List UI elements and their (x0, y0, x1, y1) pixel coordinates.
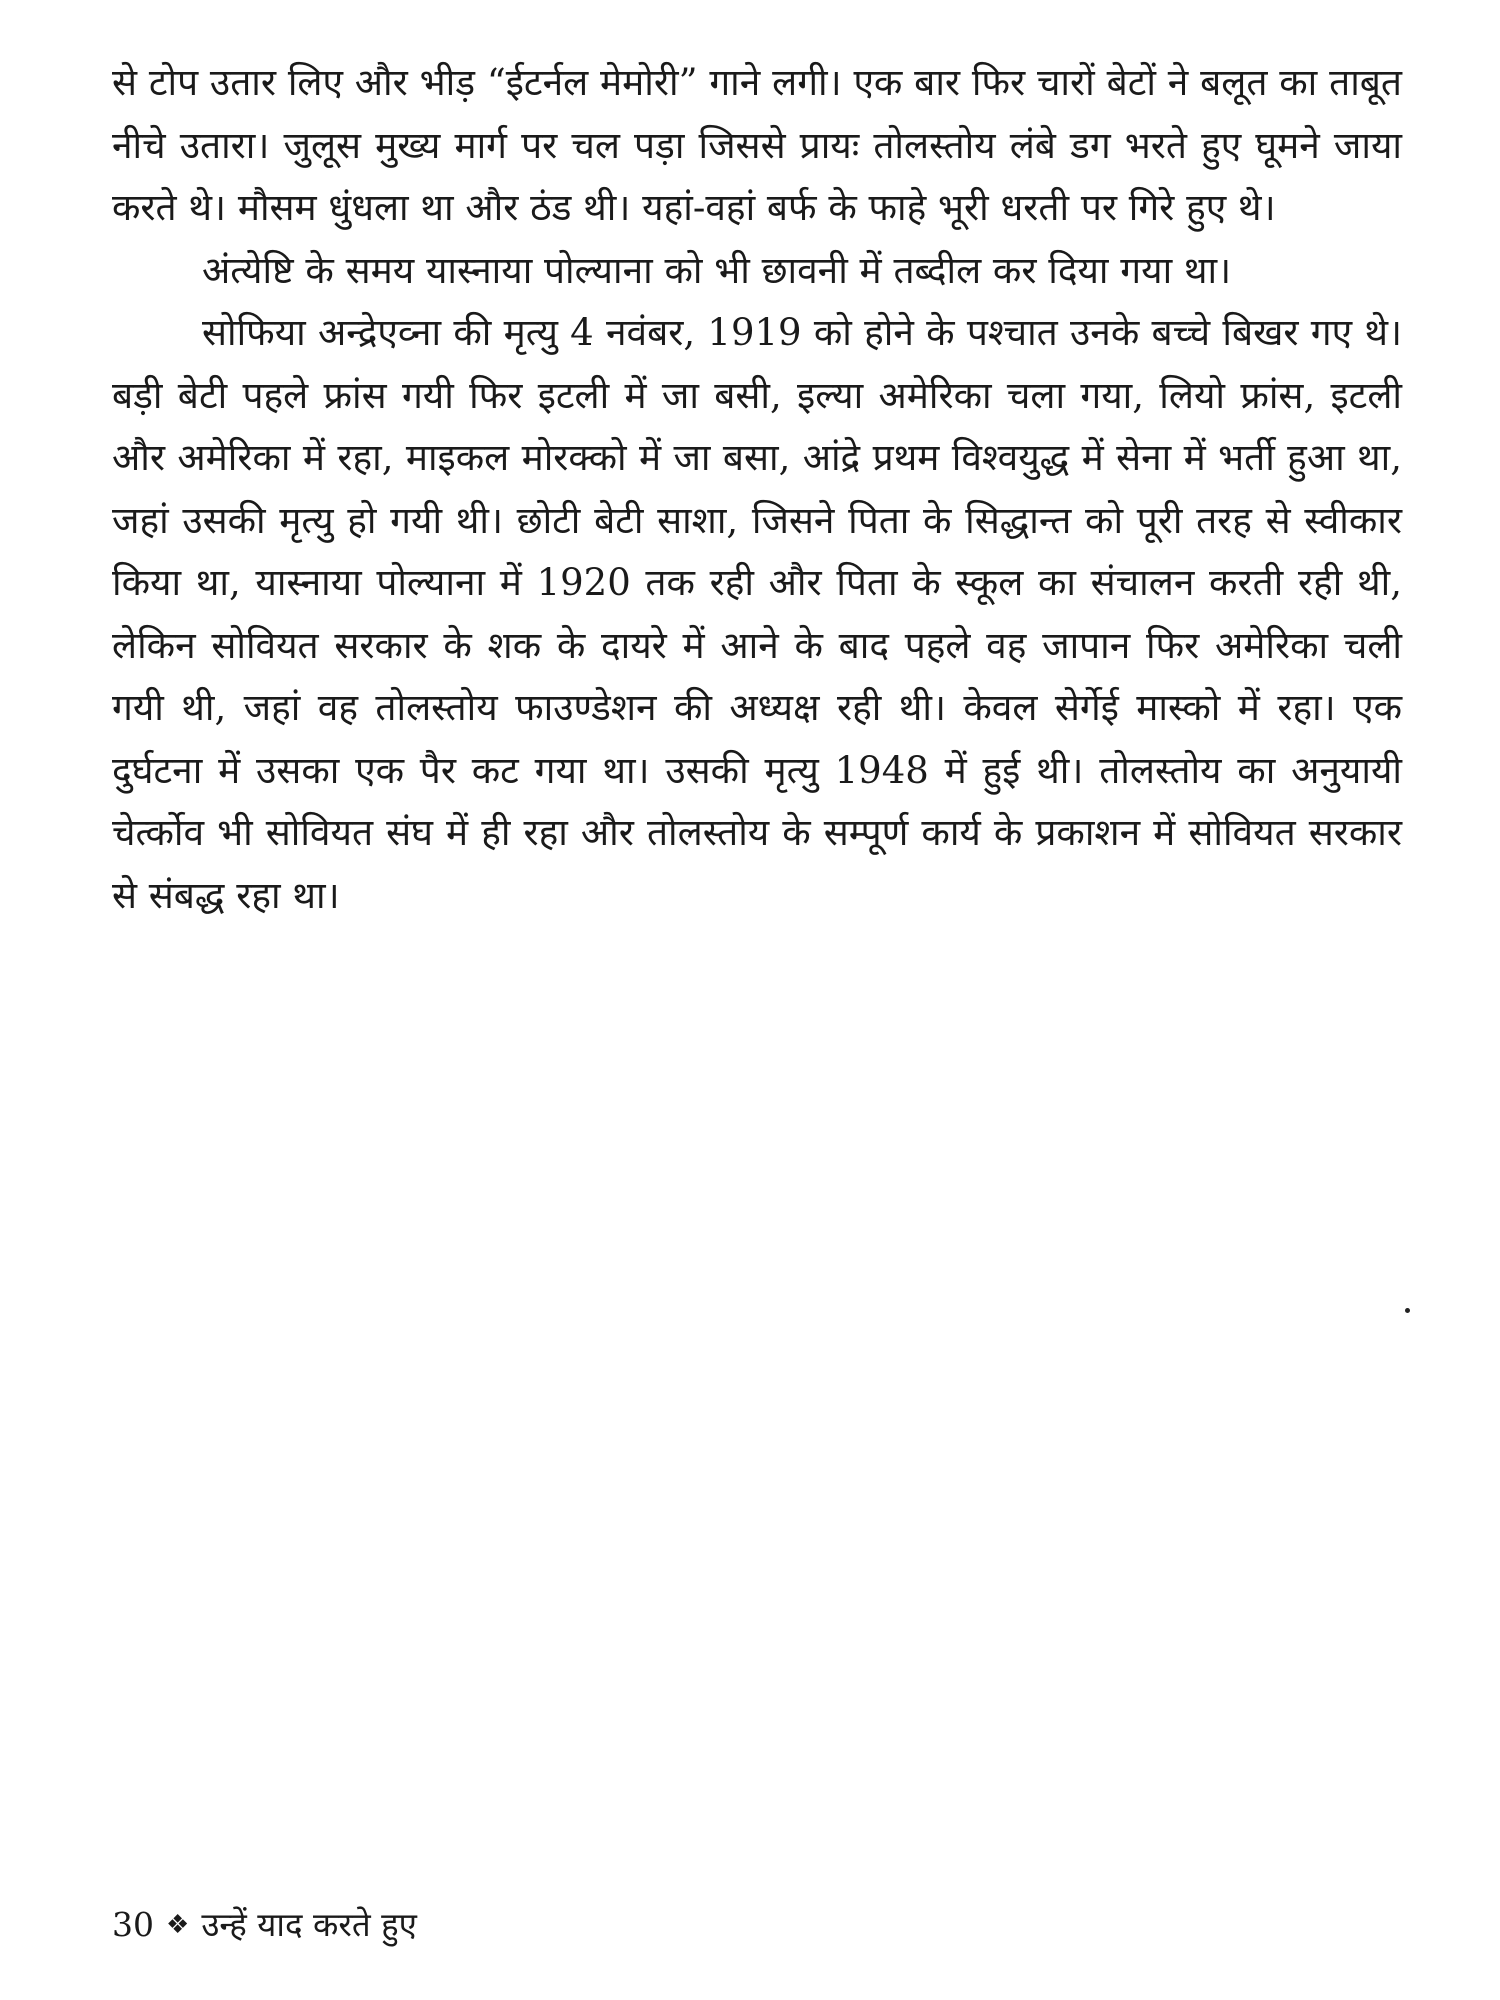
paragraph-yasnaya-polyana-camp: अंत्येष्टि के समय यास्नाया पोल्याना को भी छावनी में तब्दील कर दिया गया था। (202, 248, 1232, 292)
running-title: उन्हें याद करते हुए (201, 1905, 417, 1944)
diamond-ornament-icon: ❖ (166, 1910, 190, 1940)
page-number: 30 (112, 1905, 154, 1944)
print-speck (1405, 1308, 1410, 1313)
paragraph-funeral-procession: से टोप उतार लिए और भीड़ “ईटर्नल मेमोरी” गाने लगी। एक बार फिर चारों बेटों ने बलूत का ताबूत नीचे उतारा। जुलूस मुख्य मार्ग पर चल पड़ा जिससे प्रायः तोलस्तोय लंबे डग भरते हुए घूमने जाया करते थे। मौसम धुंधला था और ठंड थी। यहां-वहां बर्फ के फाहे भूरी धरती पर गिरे हुए थे। (112, 61, 1402, 229)
paragraph-children-dispersed: सोफिया अन्द्रेएव्ना की मृत्यु 4 नवंबर, 1919 को होने के पश्चात उनके बच्चे बिखर गए थे। बड़ी बेटी पहले फ्रांस गयी फिर इटली में जा बसी, इल्या अमेरिका चला गया, लियो फ्रांस, इटली और अमेरिका में रहा, माइकल मोरक्को में जा बसा, आंद्रे प्रथम विश्वयुद्ध में सेना में भर्ती हुआ था, जहां उसकी मृत्यु हो गयी थी। छोटी बेटी साशा, जिसने पिता के सिद्धान्त को पूरी तरह से स्वीकार किया था, यास्नाया पोल्याना में 1920 तक रही और पिता के स्कूल का संचालन करती रही थी, लेकिन सोवियत सरकार के शक के दायरे में आने के बाद पहले वह जापान फिर अमेरिका चली गयी थी, जहां वह तोलस्तोय फाउण्डेशन की अध्यक्ष रही थी। केवल सेर्गेई मास्को में रहा। एक दुर्घटना में उसका एक पैर कट गया था। उसकी मृत्यु 1948 में हुई थी। तोलस्तोय का अनुयायी चेर्त्कोव भी सोवियत संघ में ही रहा और तोलस्तोय के सम्पूर्ण कार्य के प्रकाशन में सोवियत सरकार से संबद्ध रहा था। (112, 311, 1402, 917)
page-footer (112, 1905, 417, 1945)
body-text (112, 52, 1402, 927)
